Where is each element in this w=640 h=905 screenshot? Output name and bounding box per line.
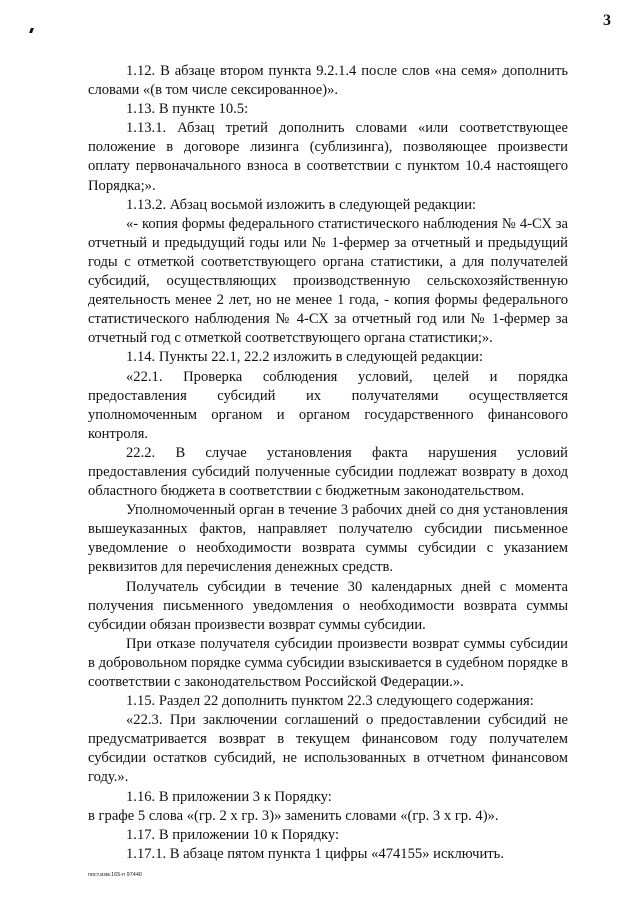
paragraph-22-2: 22.2. В случае установления факта нарушения условий предоставления субсидий полученные субсидии подлежат возврату в доход областного бюджета в соответствии с бюджетным законодательством. bbox=[88, 444, 568, 500]
paragraph-1-15: 1.15. Раздел 22 дополнить пунктом 22.3 следующего содержания: bbox=[126, 693, 534, 710]
paragraph-1-12: 1.12. В абзаце втором пункта 9.2.1.4 после слов «на семя» дополнить словами «(в том числе сексированное)». bbox=[88, 63, 568, 99]
paragraph-1-13-2: 1.13.2. Абзац восьмой изложить в следующей редакции: bbox=[126, 196, 477, 213]
footer-document-code: пост.изм.165-п 97440 bbox=[88, 872, 142, 878]
paragraph-1-14: 1.14. Пункты 22.1, 22.2 изложить в следующей редакции: bbox=[126, 349, 484, 366]
paragraph-1-16: 1.16. В приложении 3 к Порядку: bbox=[126, 788, 332, 805]
page-number: 3 bbox=[603, 12, 611, 29]
paragraph-22-1: «22.1. Проверка соблюдения условий, целей и порядка предоставления субсидий их получателями осуществляется уполномоченным органом и органом государственного финансового контроля. bbox=[88, 368, 568, 442]
paragraph-column-5: в графе 5 слова «(гр. 2 х гр. 3)» заменить словами «(гр. 3 х гр. 4)». bbox=[88, 807, 499, 824]
paragraph-1-17: 1.17. В приложении 10 к Порядку: bbox=[126, 826, 340, 843]
scan-artifact-mark bbox=[29, 28, 34, 33]
paragraph-refund-term: Получатель субсидии в течение 30 календарных дней с момента получения письменного уведомления о необходимости возврата суммы субсидии обязан произвести возврат суммы субсидии. bbox=[88, 578, 568, 633]
document-body bbox=[88, 62, 568, 864]
paragraph-1-13: 1.13. В пункте 10.5: bbox=[126, 101, 249, 118]
paragraph-form-copy: «- копия формы федерального статистического наблюдения № 4-СХ за отчетный и предыдущий годы или № 1-фермер за отчетный и предыдущий годы с отметкой соответствующего органа статистики, а для получателей субсидий, осуществляющих производственную сельскохозяйственную деятельность менее 2 лет, но не менее 1 года, - копия формы федерального статистического наблюдения № 4-СХ за отчетный год или № 1-фермер за отчетный год с отметкой соответствующего органа статистики;». bbox=[88, 215, 568, 347]
paragraph-notification: Уполномоченный орган в течение 3 рабочих дней со дня установления вышеуказанных фактов, направляет получателю субсидии письменное уведомление о необходимости возврата суммы субсидии с указанием реквизитов для перечисления денежных средств. bbox=[88, 502, 568, 576]
paragraph-22-3: «22.3. При заключении соглашений о предоставлении субсидий не предусматривается возврат в текущем финансовом году получателем субсидии остатков субсидий, не использованных в отчетном финансовом году.». bbox=[88, 712, 568, 786]
paragraph-1-17-1: 1.17.1. В абзаце пятом пункта 1 цифры «474155» исключить. bbox=[126, 845, 504, 862]
paragraph-1-13-1: 1.13.1. Абзац третий дополнить словами «или соответствующее положение в договоре лизинга (сублизинга), позволяющее произвести оплату первоначального взноса в соответствии с пунктом 10.4 настоящего Порядка;». bbox=[88, 120, 568, 194]
paragraph-refusal: При отказе получателя субсидии произвести возврат суммы субсидии в добровольном порядке сумма субсидии взыскивается в судебном порядке в соответствии с законодательством Российской Федерации.». bbox=[88, 635, 568, 690]
